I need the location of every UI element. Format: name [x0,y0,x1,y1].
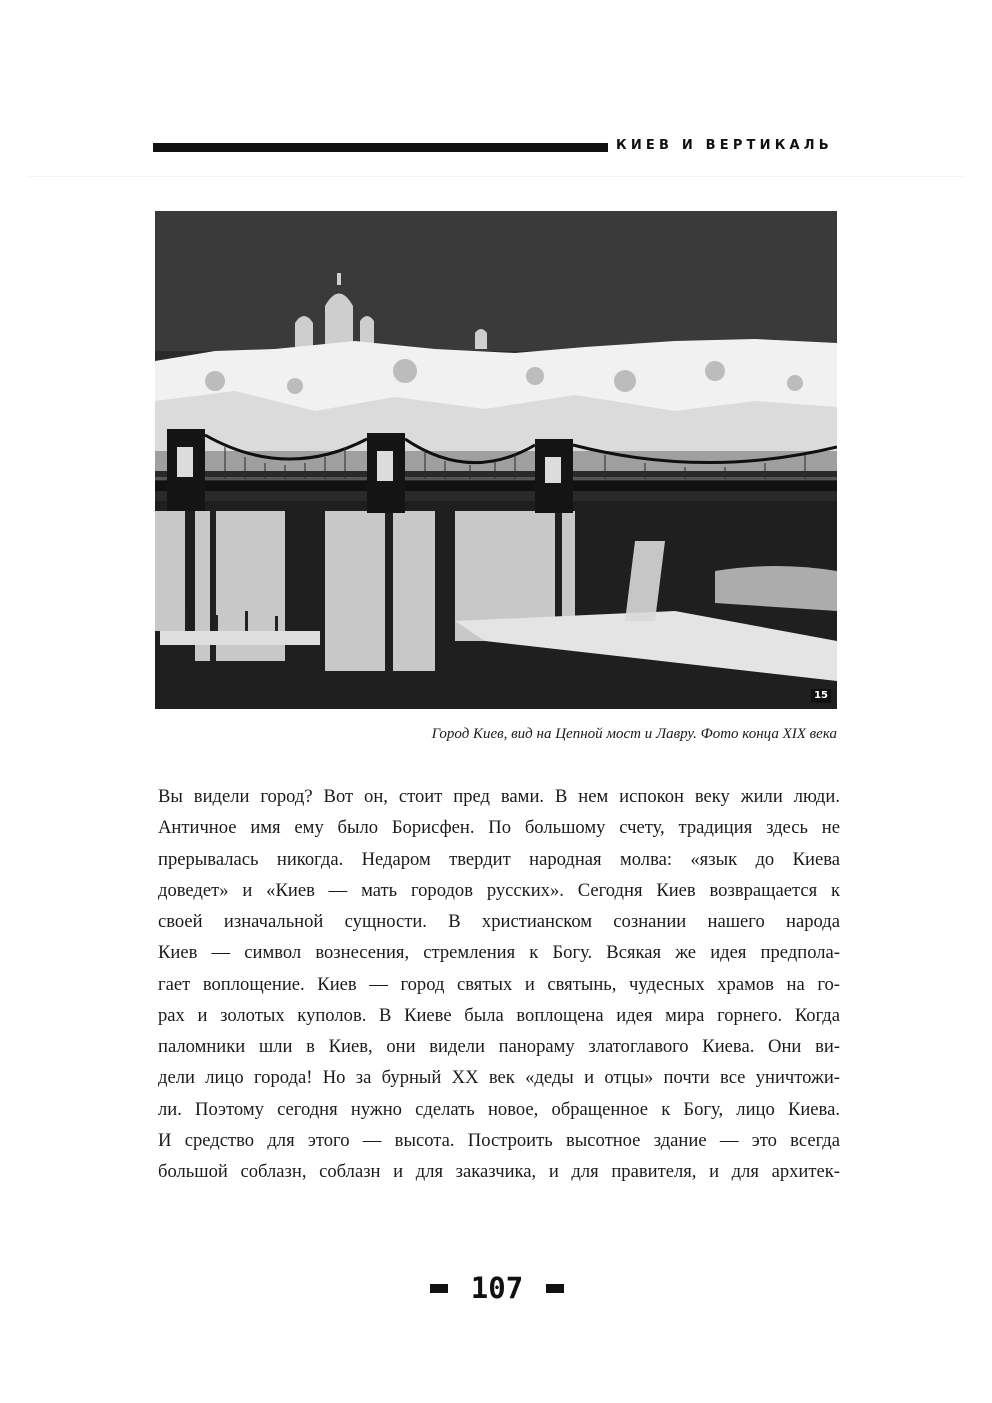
text-line: И средство для этого — высота. Построить высотное здание — это всегда [158,1129,840,1151]
text-line: Античное имя ему было Борисфен. По большому счету, традиция здесь не [158,817,840,839]
text-line: рах и золотых куполов. В Киеве была воплощена идея мира горнего. Когда [158,1004,840,1026]
text-line: гает воплощение. Киев — город святых и святынь, чудесных храмов на го- [158,973,840,995]
page-number-ornament-left [430,1284,448,1293]
page-edge [28,176,964,177]
page-footer [430,1270,564,1306]
body-paragraph [158,781,840,1187]
running-header-title: КИЕВ И ВЕРТИКАЛЬ [616,138,833,153]
text-line: прерывалась никогда. Недаром твердит народная молва: «язык до Киева [158,848,840,870]
text-line: Киев — символ вознесения, стремления к Богу. Всякая же идея предпола- [158,942,840,964]
running-header-bar [153,143,608,152]
page-number: 107 [470,1271,524,1305]
text-line: дели лицо города! Но за бурный XX век «деды и отцы» почти все уничтожи- [158,1067,840,1089]
historic-photo-chain-bridge [155,211,837,709]
figure-caption: Город Киев, вид на Цепной мост и Лавру. Фото конца XIX века [431,726,837,742]
text-line: паломники шли в Киев, они видели панораму златоглавого Киева. Они ви- [158,1036,840,1057]
text-line: доведет» и «Киев — мать городов русских». Сегодня Киев возвращается к [158,879,840,901]
plate-number: 15 [811,689,831,703]
text-line: большой соблазн, соблазн и для заказчика, и для правителя, и для архитек- [158,1161,840,1182]
page-number-ornament-right [546,1284,564,1293]
text-line: ли. Поэтому сегодня нужно сделать новое, обращенное к Богу, лицо Киева. [158,1098,840,1120]
text-line: Вы видели город? Вот он, стоит пред вами. В нем испокон веку жили люди. [158,786,840,807]
photo-illustration [155,211,837,709]
text-line: своей изначальной сущности. В христианском сознании нашего народа [158,911,840,932]
